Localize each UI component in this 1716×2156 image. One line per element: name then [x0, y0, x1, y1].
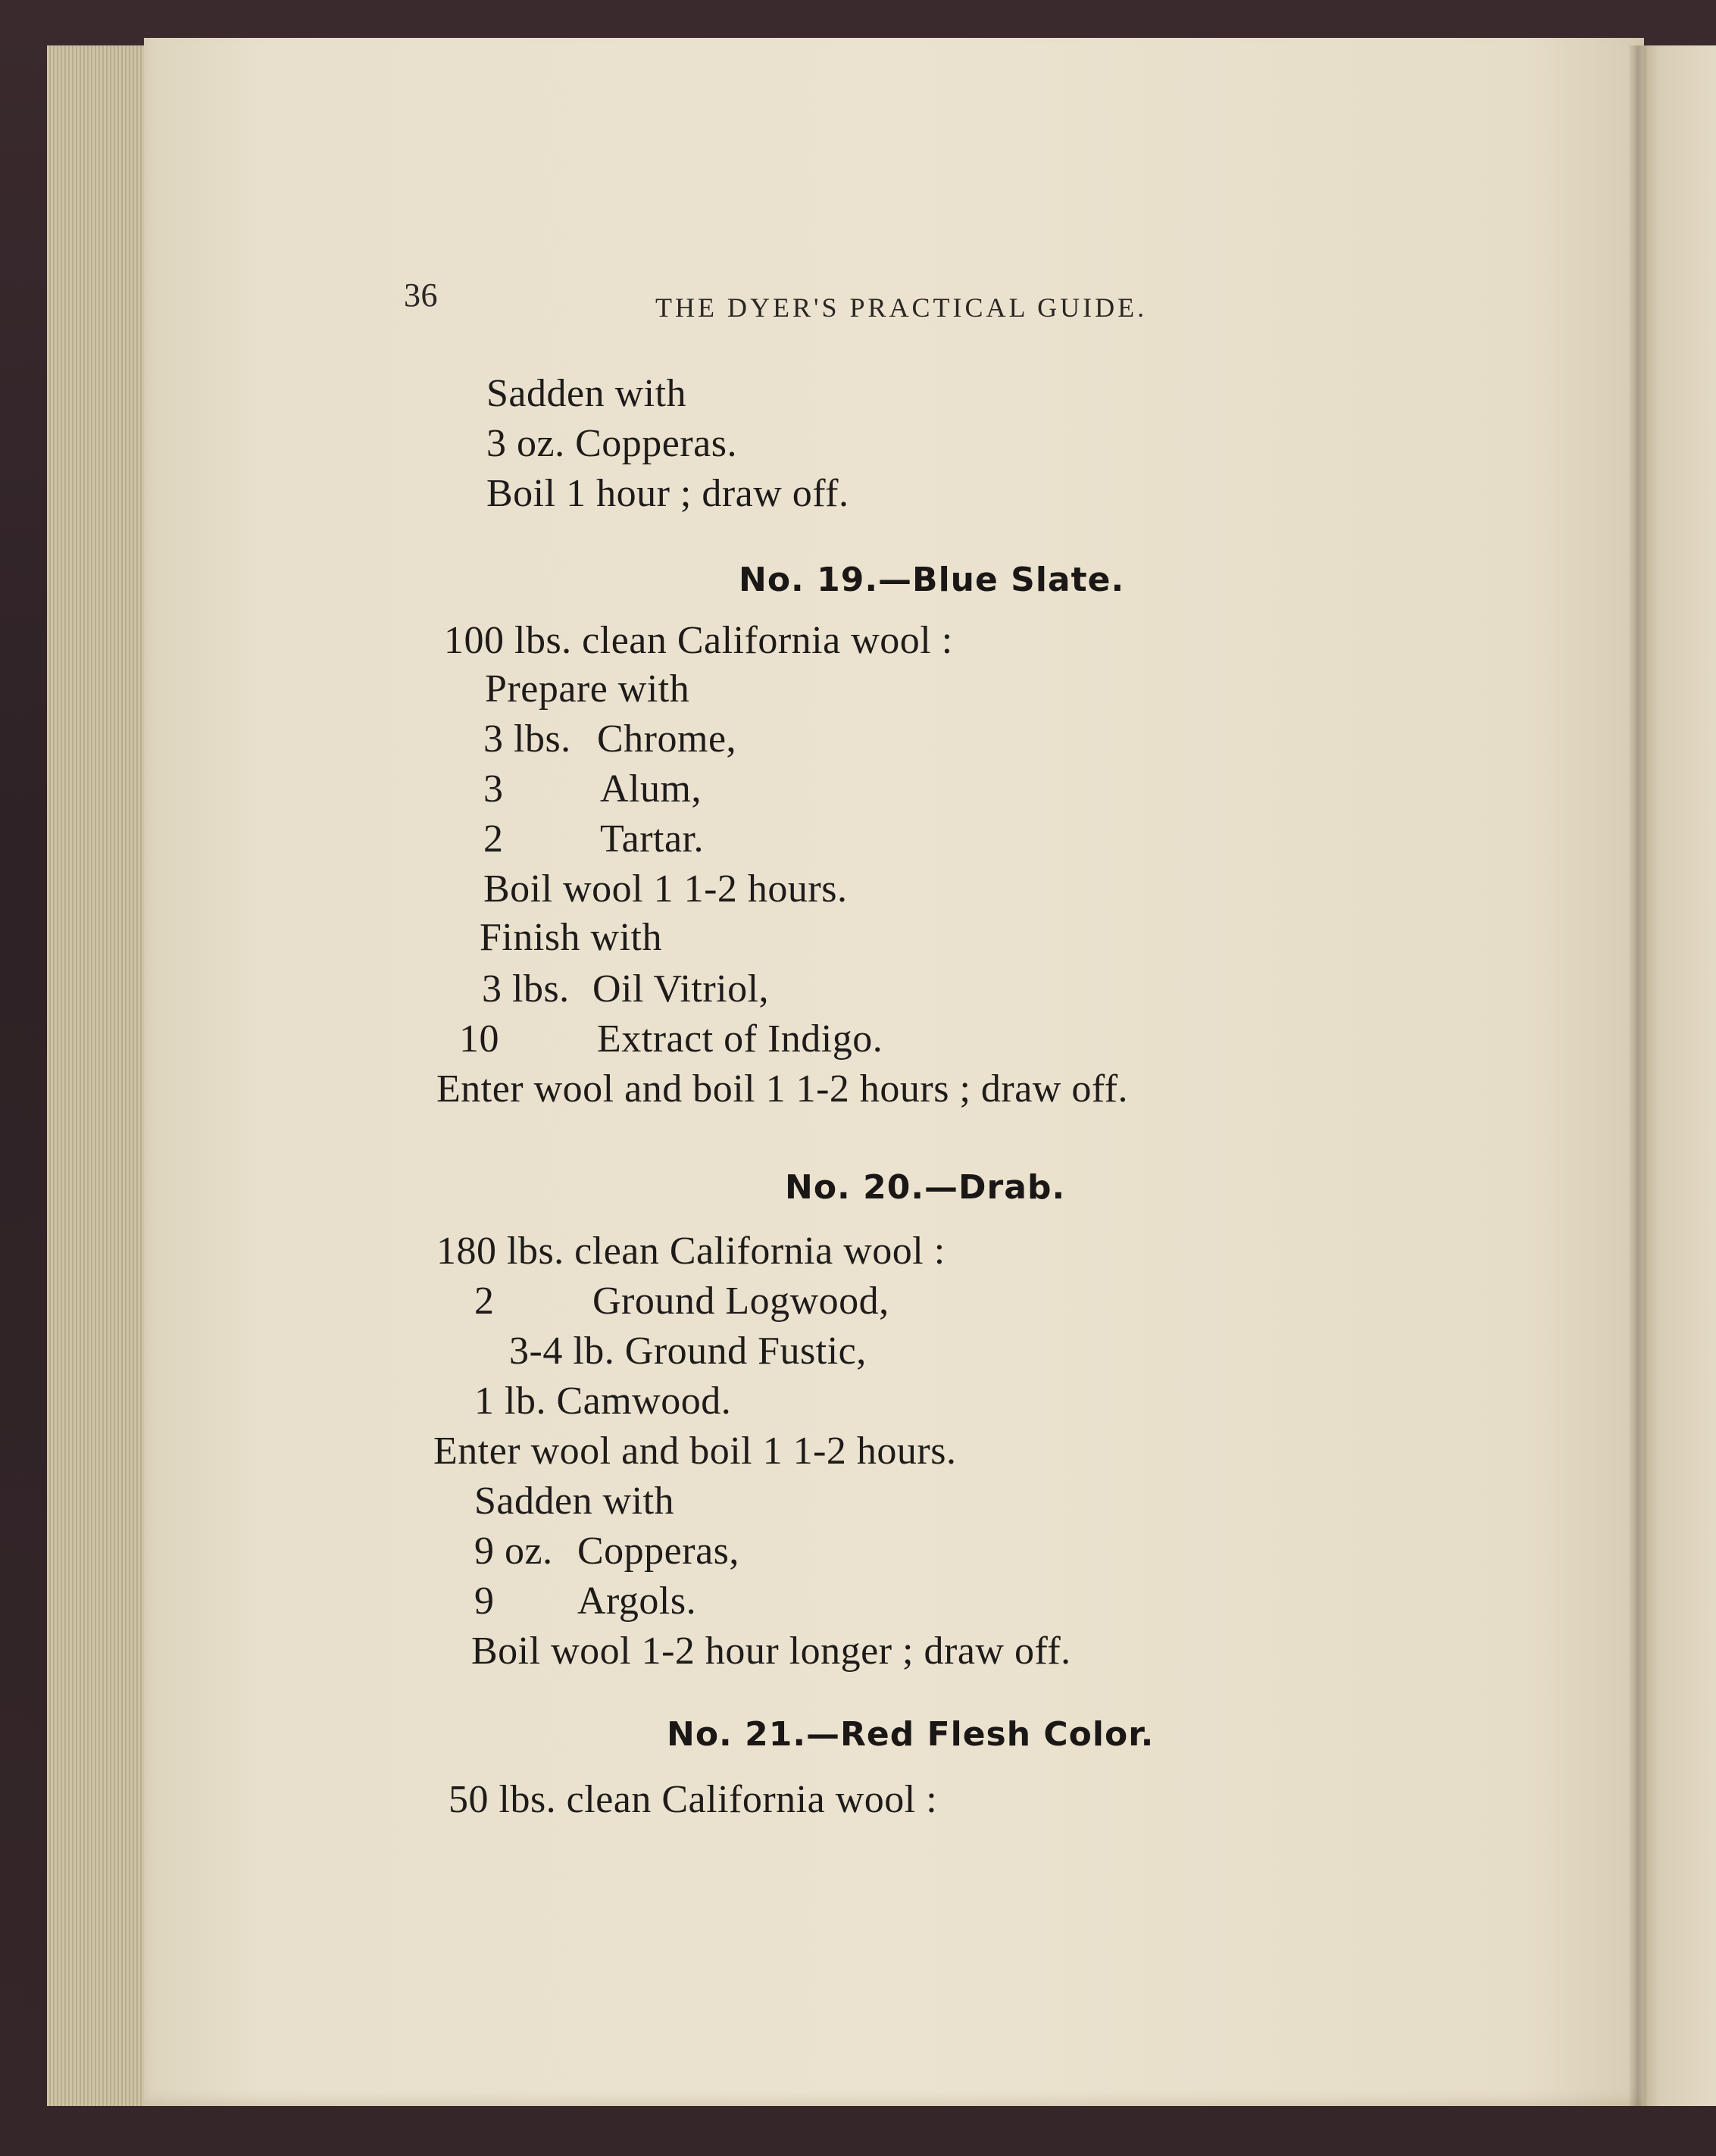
- recipe-20-ingredient-5-qty: 9: [474, 1580, 495, 1623]
- recipe-20-ingredient-4-name: Copperas,: [577, 1530, 739, 1573]
- gutter-shadow: [1629, 45, 1647, 2106]
- recipe-19-ingredient-1-name: Chrome,: [597, 717, 737, 761]
- recipe-20-ingredient-2: 3-4 lb. Ground Fustic,: [509, 1330, 867, 1373]
- recipe-19-ingredient-4-name: Oil Vitriol,: [592, 967, 770, 1011]
- recipe-20-heading: No. 20.—Drab.: [785, 1168, 1066, 1207]
- running-title: THE DYER'S PRACTICAL GUIDE.: [655, 292, 1148, 323]
- recipe-19-ingredient-2-qty: 3: [483, 767, 504, 811]
- recipe-21-intro: 50 lbs. clean California wool :: [449, 1778, 938, 1821]
- recipe-19-ingredient-5-qty: 10: [459, 1017, 499, 1061]
- continued-line-2: 3 oz. Copperas.: [486, 422, 737, 465]
- recipe-19-finish: Finish with: [480, 916, 662, 959]
- recipe-19-boil: Boil wool 1 1-2 hours.: [483, 867, 848, 911]
- recipe-19-ingredient-4-qty: 3 lbs.: [482, 967, 570, 1011]
- recipe-21-heading: No. 21.—Red Flesh Color.: [667, 1715, 1155, 1754]
- recipe-19-end: Enter wool and boil 1 1-2 hours ; draw off.: [436, 1067, 1129, 1111]
- recipe-20-ingredient-4-qty: 9 oz.: [474, 1530, 553, 1573]
- page-number: 36: [404, 277, 438, 314]
- recipe-20-ingredient-3: 1 lb. Camwood.: [474, 1380, 732, 1423]
- recipe-19-heading: No. 19.—Blue Slate.: [739, 561, 1125, 599]
- recipe-19-ingredient-5-name: Extract of Indigo.: [597, 1017, 883, 1061]
- recipe-20-enter: Enter wool and boil 1 1-2 hours.: [433, 1430, 957, 1473]
- recipe-20-end: Boil wool 1-2 hour longer ; draw off.: [471, 1629, 1071, 1673]
- recipe-20-ingredient-1-qty: 2: [474, 1280, 495, 1323]
- recipe-19-intro: 100 lbs. clean California wool :: [444, 619, 953, 662]
- recipe-20-ingredient-5-name: Argols.: [577, 1580, 697, 1623]
- recipe-20-ingredient-1-name: Ground Logwood,: [592, 1280, 889, 1323]
- recipe-20-intro: 180 lbs. clean California wool :: [436, 1230, 946, 1273]
- page-edges: [47, 45, 154, 2106]
- continued-line-1: Sadden with: [486, 372, 687, 415]
- continued-line-3: Boil 1 hour ; draw off.: [486, 472, 849, 515]
- recipe-19-ingredient-3-name: Tartar.: [600, 817, 705, 861]
- recipe-19-ingredient-2-name: Alum,: [600, 767, 702, 811]
- recipe-20-sadden: Sadden with: [474, 1480, 675, 1523]
- next-page-edge: [1636, 45, 1716, 2106]
- recipe-19-ingredient-1-qty: 3 lbs.: [483, 717, 571, 761]
- recipe-19-prepare: Prepare with: [485, 667, 690, 711]
- recipe-19-ingredient-3-qty: 2: [483, 817, 504, 861]
